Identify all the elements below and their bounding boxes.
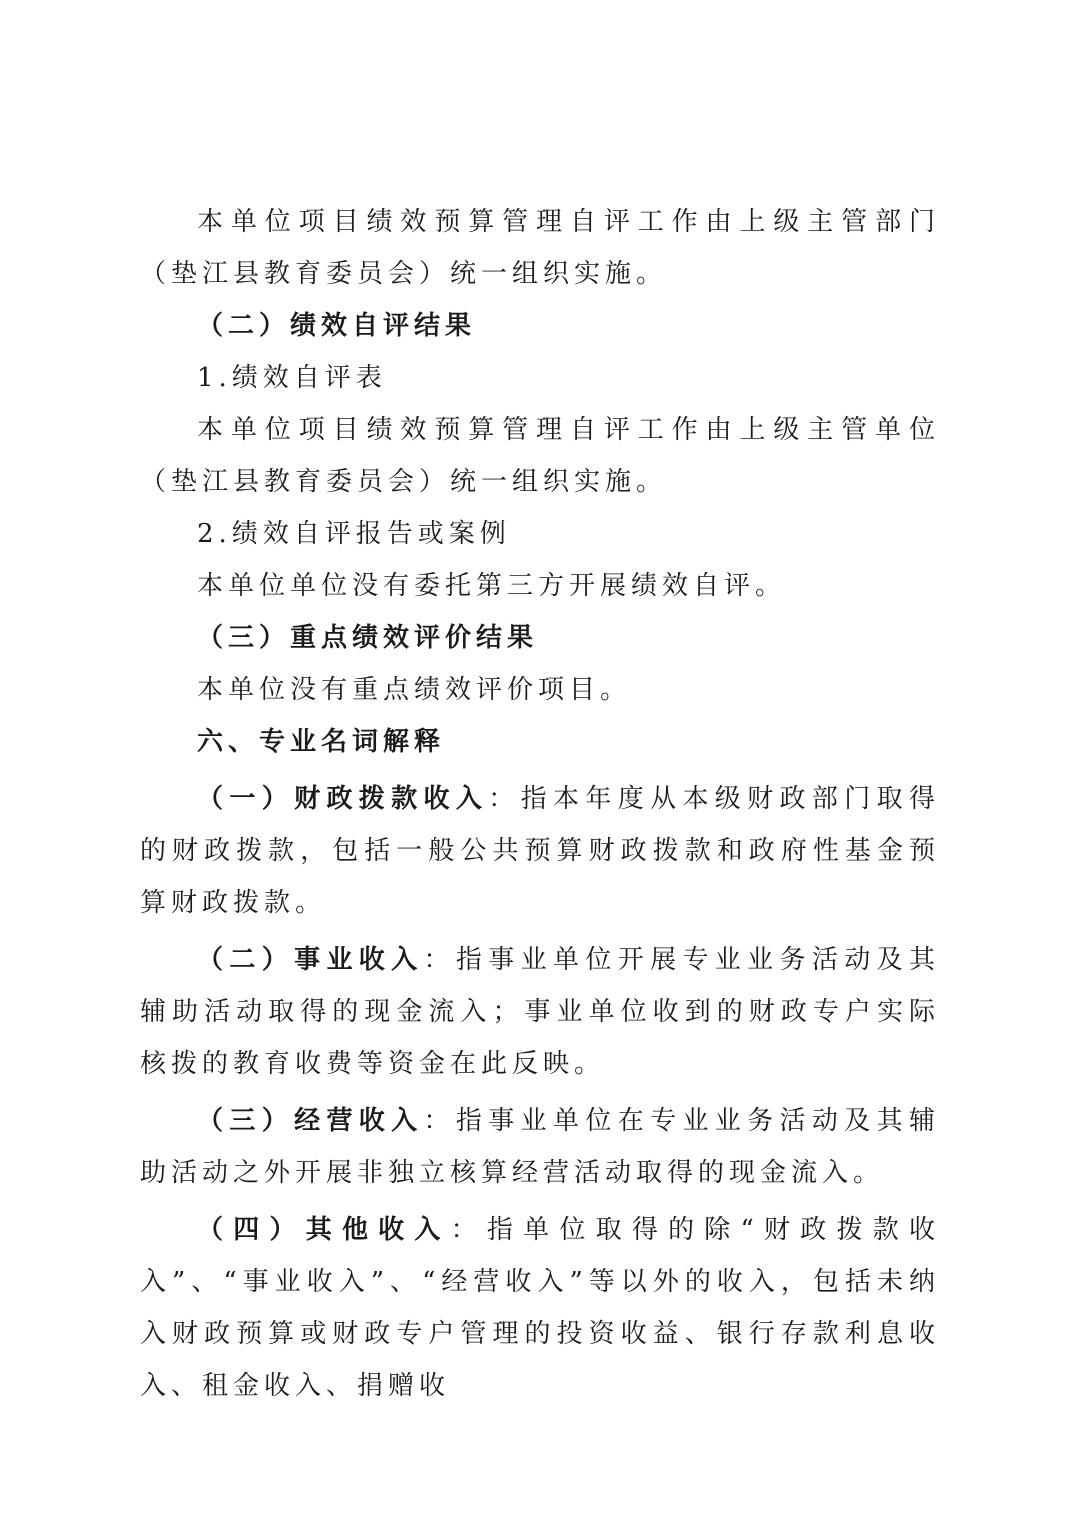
key-eval-paragraph: 本单位没有重点绩效评价项目。: [197, 675, 632, 705]
term-label: （二）事业收入: [197, 945, 424, 975]
item-self-eval-table: 1.绩效自评表: [197, 363, 387, 393]
term-label: （一）财政拨款收入: [197, 784, 489, 814]
term-definition: ：指本年度从本级财政部门取得的财政拨款，包括一般公共预算财政拨款和政府性基金预算财政拨款。: [140, 784, 940, 918]
self-eval-report-paragraph: 本单位单位没有委托第三方开展绩效自评。: [197, 571, 787, 601]
term-label: （四）其他收入: [197, 1215, 451, 1245]
self-eval-table-paragraph: 本单位项目绩效预算管理自评工作由上级主管单位（垫江县教育委员会）统一组织实施。: [140, 415, 940, 497]
term-business-income: [140, 934, 940, 1090]
section-heading-key-eval: （三）重点绩效评价结果: [197, 623, 539, 653]
term-other-income: [140, 1204, 940, 1412]
term-fiscal-appropriation: [140, 773, 940, 929]
section-heading-terms: 六、专业名词解释: [197, 727, 446, 757]
item-self-eval-report: 2.绩效自评报告或案例: [197, 519, 511, 549]
term-operating-income: [140, 1095, 940, 1199]
document-body: [140, 196, 940, 1412]
section-heading-self-eval-result: （二）绩效自评结果: [197, 311, 477, 341]
term-definition: ：指单位取得的除“财政拨款收入”、“事业收入”、“经营收入”等以外的收入，包括未纳入财政预算或财政专户管理的投资收益、银行存款利息收入、租金收入、捐赠收: [140, 1215, 940, 1401]
term-label: （三）经营收入: [197, 1106, 424, 1136]
self-eval-paragraph: 本单位项目绩效预算管理自评工作由上级主管部门（垫江县教育委员会）统一组织实施。: [140, 207, 940, 289]
term-definition: ：指事业单位在专业业务活动及其辅助活动之外开展非独立核算经营活动取得的现金流入。: [140, 1106, 940, 1188]
term-definition: ：指事业单位开展专业业务活动及其辅助活动取得的现金流入；事业单位收到的财政专户实际核拨的教育收费等资金在此反映。: [140, 945, 940, 1079]
